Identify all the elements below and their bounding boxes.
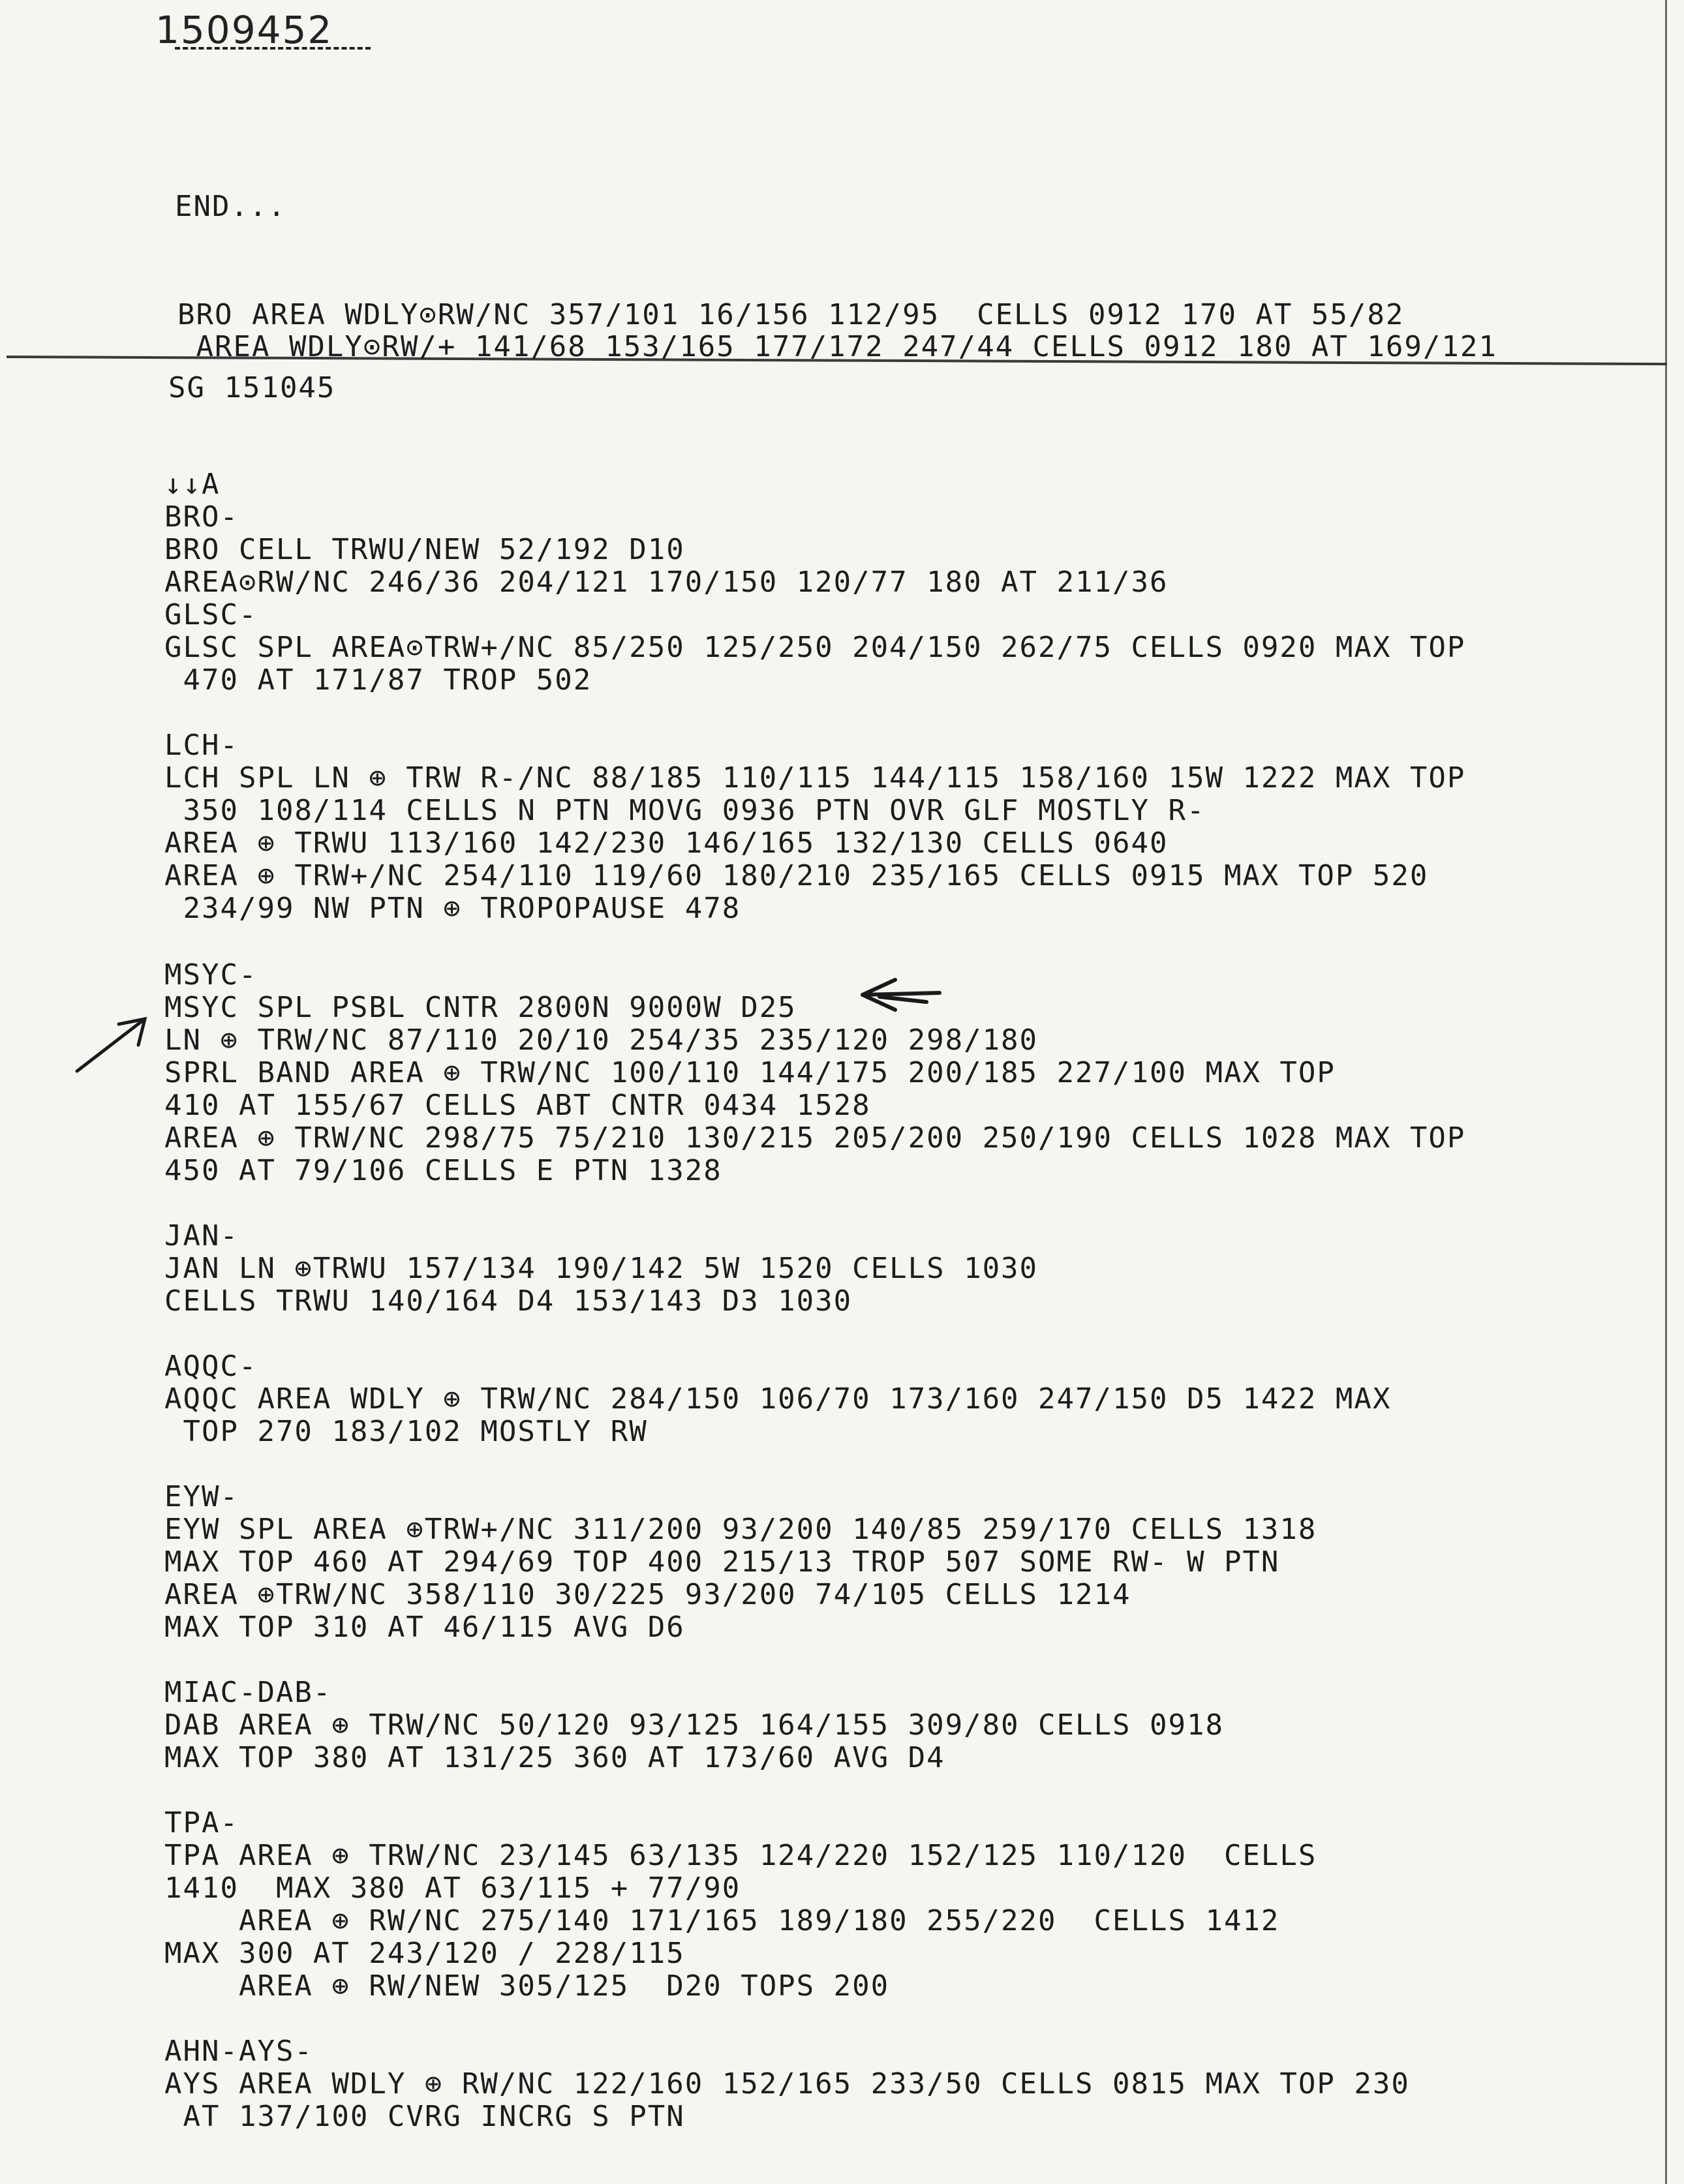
- text-line: LN ⊕ TRW/NC 87/110 20/10 254/35 235/120 298/180: [164, 1024, 1039, 1057]
- text-line: 234/99 NW PTN ⊕ TROPOPAUSE 478: [164, 892, 741, 925]
- text-line: MIAC-DAB-: [164, 1676, 332, 1709]
- text-line: TOP 270 183/102 MOSTLY RW: [164, 1415, 648, 1448]
- text-line: AREA⊙RW/NC 246/36 204/121 170/150 120/77 180 AT 211/36: [164, 566, 1169, 599]
- text-line: GLSC-: [164, 598, 258, 631]
- text-line: 1410 MAX 380 AT 63/115 + 77/90: [164, 1872, 741, 1905]
- text-line: 470 AT 171/87 TROP 502: [164, 663, 592, 697]
- text-line: AREA ⊕ TRW+/NC 254/110 119/60 180/210 235/165 CELLS 0915 MAX TOP 520: [164, 859, 1429, 892]
- text-line: LCH-: [164, 729, 239, 762]
- text-line: LCH SPL LN ⊕ TRW R-/NC 88/185 110/115 144/115 158/160 15W 1222 MAX TOP: [164, 761, 1466, 795]
- handwritten-document-number: 1509452: [155, 8, 333, 52]
- text-line: MSYC-: [164, 958, 258, 992]
- left-arrow-icon: [77, 1019, 145, 1071]
- text-line: JAN-: [164, 1219, 239, 1252]
- text-line: AQQC-: [164, 1350, 258, 1383]
- text-line: END...: [175, 190, 286, 223]
- text-line: 410 AT 155/67 CELLS ABT CNTR 0434 1528: [164, 1089, 871, 1122]
- text-line: AREA ⊕ RW/NEW 305/125 D20 TOPS 200: [164, 1969, 890, 2003]
- pointer-arrow-icon: [863, 980, 940, 1010]
- text-line: 350 108/114 CELLS N PTN MOVG 0936 PTN OVR GLF MOSTLY R-: [164, 794, 1206, 827]
- text-line: MAX 300 AT 243/120 / 228/115: [164, 1937, 685, 1970]
- text-line: AREA ⊕TRW/NC 358/110 30/225 93/200 74/105 CELLS 1214: [164, 1578, 1131, 1611]
- text-line: SPRL BAND AREA ⊕ TRW/NC 100/110 144/175 200/185 227/100 MAX TOP: [164, 1056, 1336, 1089]
- text-line: EYW-: [164, 1480, 239, 1513]
- text-line: MSYC SPL PSBL CNTR 2800N 9000W D25: [164, 991, 797, 1024]
- text-line: BRO CELL TRWU/NEW 52/192 D10: [164, 533, 685, 566]
- text-line: CELLS TRWU 140/164 D4 153/143 D3 1030: [164, 1284, 853, 1318]
- text-line: AYS AREA WDLY ⊕ RW/NC 122/160 152/165 233/50 CELLS 0815 MAX TOP 230: [164, 2067, 1410, 2101]
- text-line: TPA AREA ⊕ TRW/NC 23/145 63/135 124/220 152/125 110/120 CELLS: [164, 1839, 1317, 1872]
- text-line: AHN-AYS-: [164, 2035, 313, 2068]
- text-line: MAX TOP 310 AT 46/115 AVG D6: [164, 1611, 685, 1644]
- text-line: BRO AREA WDLY⊙RW/NC 357/101 16/156 112/95 CELLS 0912 170 AT 55/82: [177, 298, 1405, 331]
- text-line: AQQC AREA WDLY ⊕ TRW/NC 284/150 106/70 173/160 247/150 D5 1422 MAX: [164, 1382, 1392, 1416]
- text-line: JAN LN ⊕TRWU 157/134 190/142 5W 1520 CELLS 1030: [164, 1252, 1039, 1285]
- text-line: AREA WDLY⊙RW/+ 141/68 153/165 177/172 247/44 CELLS 0912 180 AT 169/121: [177, 330, 1497, 363]
- text-line: AT 137/100 CVRG INCRG S PTN: [164, 2100, 685, 2133]
- text-line: AREA ⊕ RW/NC 275/140 171/165 189/180 255/220 CELLS 1412: [164, 1904, 1280, 1937]
- text-line: TPA-: [164, 1806, 239, 1840]
- text-line: ↓↓A: [164, 468, 221, 501]
- text-line: EYW SPL AREA ⊕TRW+/NC 311/200 93/200 140/85 259/170 CELLS 1318: [164, 1513, 1317, 1546]
- text-line: GLSC SPL AREA⊙TRW+/NC 85/250 125/250 204/150 262/75 CELLS 0920 MAX TOP: [164, 631, 1466, 664]
- text-line: 450 AT 79/106 CELLS E PTN 1328: [164, 1154, 722, 1187]
- text-line: AREA ⊕ TRW/NC 298/75 75/210 130/215 205/200 250/190 CELLS 1028 MAX TOP: [164, 1121, 1466, 1155]
- text-line: AREA ⊕ TRWU 113/160 142/230 146/165 132/130 CELLS 0640: [164, 827, 1169, 860]
- text-line: MAX TOP 460 AT 294/69 TOP 400 215/13 TROP 507 SOME RW- W PTN: [164, 1545, 1280, 1579]
- text-line: DAB AREA ⊕ TRW/NC 50/120 93/125 164/155 309/80 CELLS 0918: [164, 1708, 1224, 1742]
- text-line: SG 151045: [168, 371, 336, 404]
- text-line: MAX TOP 380 AT 131/25 360 AT 173/60 AVG D4: [164, 1741, 945, 1774]
- text-line: BRO-: [164, 500, 239, 534]
